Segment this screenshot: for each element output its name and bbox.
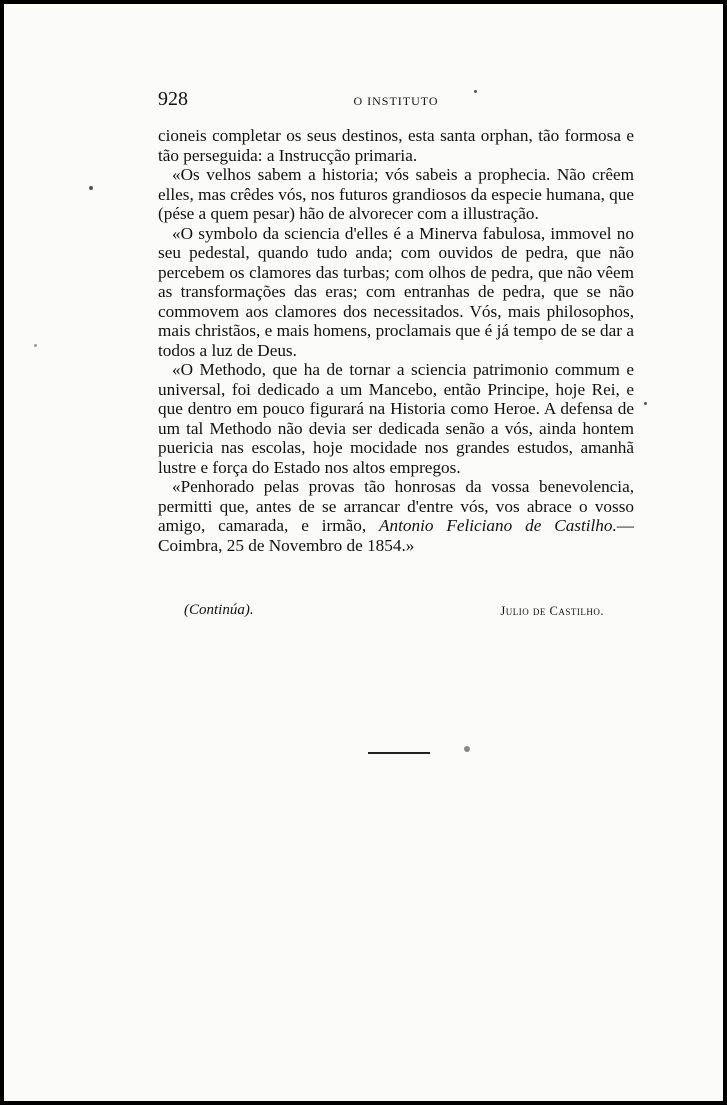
paragraph: cioneis completar os seus destinos, esta santa orphan, tão formosa e tão perseguida: a Instrucção primaria. — [158, 126, 634, 165]
paragraph: «O symbolo da sciencia d'elles é a Minerva fabulosa, immovel no seu pedestal, quando tudo anda; com ouvidos de pedra, que não percebem os clamores das turbas; com olhos de pedra, que não vêem as transformações das eras; com entranhas de pedra, que se não commovem aos clamores dos necessitados. Vós, mais philosophos, mais christãos, e mais homens, proclamais que é já tempo de se dar a todos a luz de Deus. — [158, 223, 634, 360]
closing-text: «Penhorado pelas provas tão honrosas da vossa benevolencia, permitti que, antes de se arrancar d'entre vós, vos abrace o vosso amigo, camarada, e irmão, — [158, 477, 634, 535]
paper-speck — [644, 402, 647, 405]
quoted-signature: Antonio Feliciano de Castilho. — [379, 516, 617, 535]
closing-paragraph — [158, 477, 634, 555]
article-footer — [158, 602, 634, 624]
author-signature: Julio de Castilho. — [500, 604, 604, 618]
continua-label: (Continúa). — [184, 602, 254, 618]
closing-date: —Coimbra, 25 de Novembro de 1854.» — [158, 516, 634, 555]
section-divider — [368, 752, 430, 754]
document-page — [4, 4, 723, 1101]
paper-speck — [34, 344, 37, 347]
paragraph: «Os velhos sabem a historia; vós sabeis a prophecia. Não crêem elles, mas crêdes vós, nos futuros grandiosos da especie humana, que (pése a quem pesar) hão de alvorecer com a illustração. — [158, 165, 634, 223]
page-header — [158, 88, 634, 112]
body-text — [158, 126, 634, 555]
paper-speck — [464, 746, 470, 752]
paper-speck — [474, 90, 477, 93]
running-title: O INSTITUTO — [353, 94, 439, 108]
paragraph: «O Methodo, que ha de tornar a sciencia patrimonio commum e universal, foi dedicado a um Mancebo, então Principe, hoje Rei, e que dentro em pouco figurará na Historia como Heroe. A defensa de um tal Methodo não devia ser dedicada senão a vós, ainda hontem puericia nas escolas, hoje mocidade nos grandes estudos, amanhã lustre e força do Estado nos altos empregos. — [158, 360, 634, 477]
paper-speck — [89, 186, 93, 190]
page-number: 928 — [158, 88, 188, 110]
